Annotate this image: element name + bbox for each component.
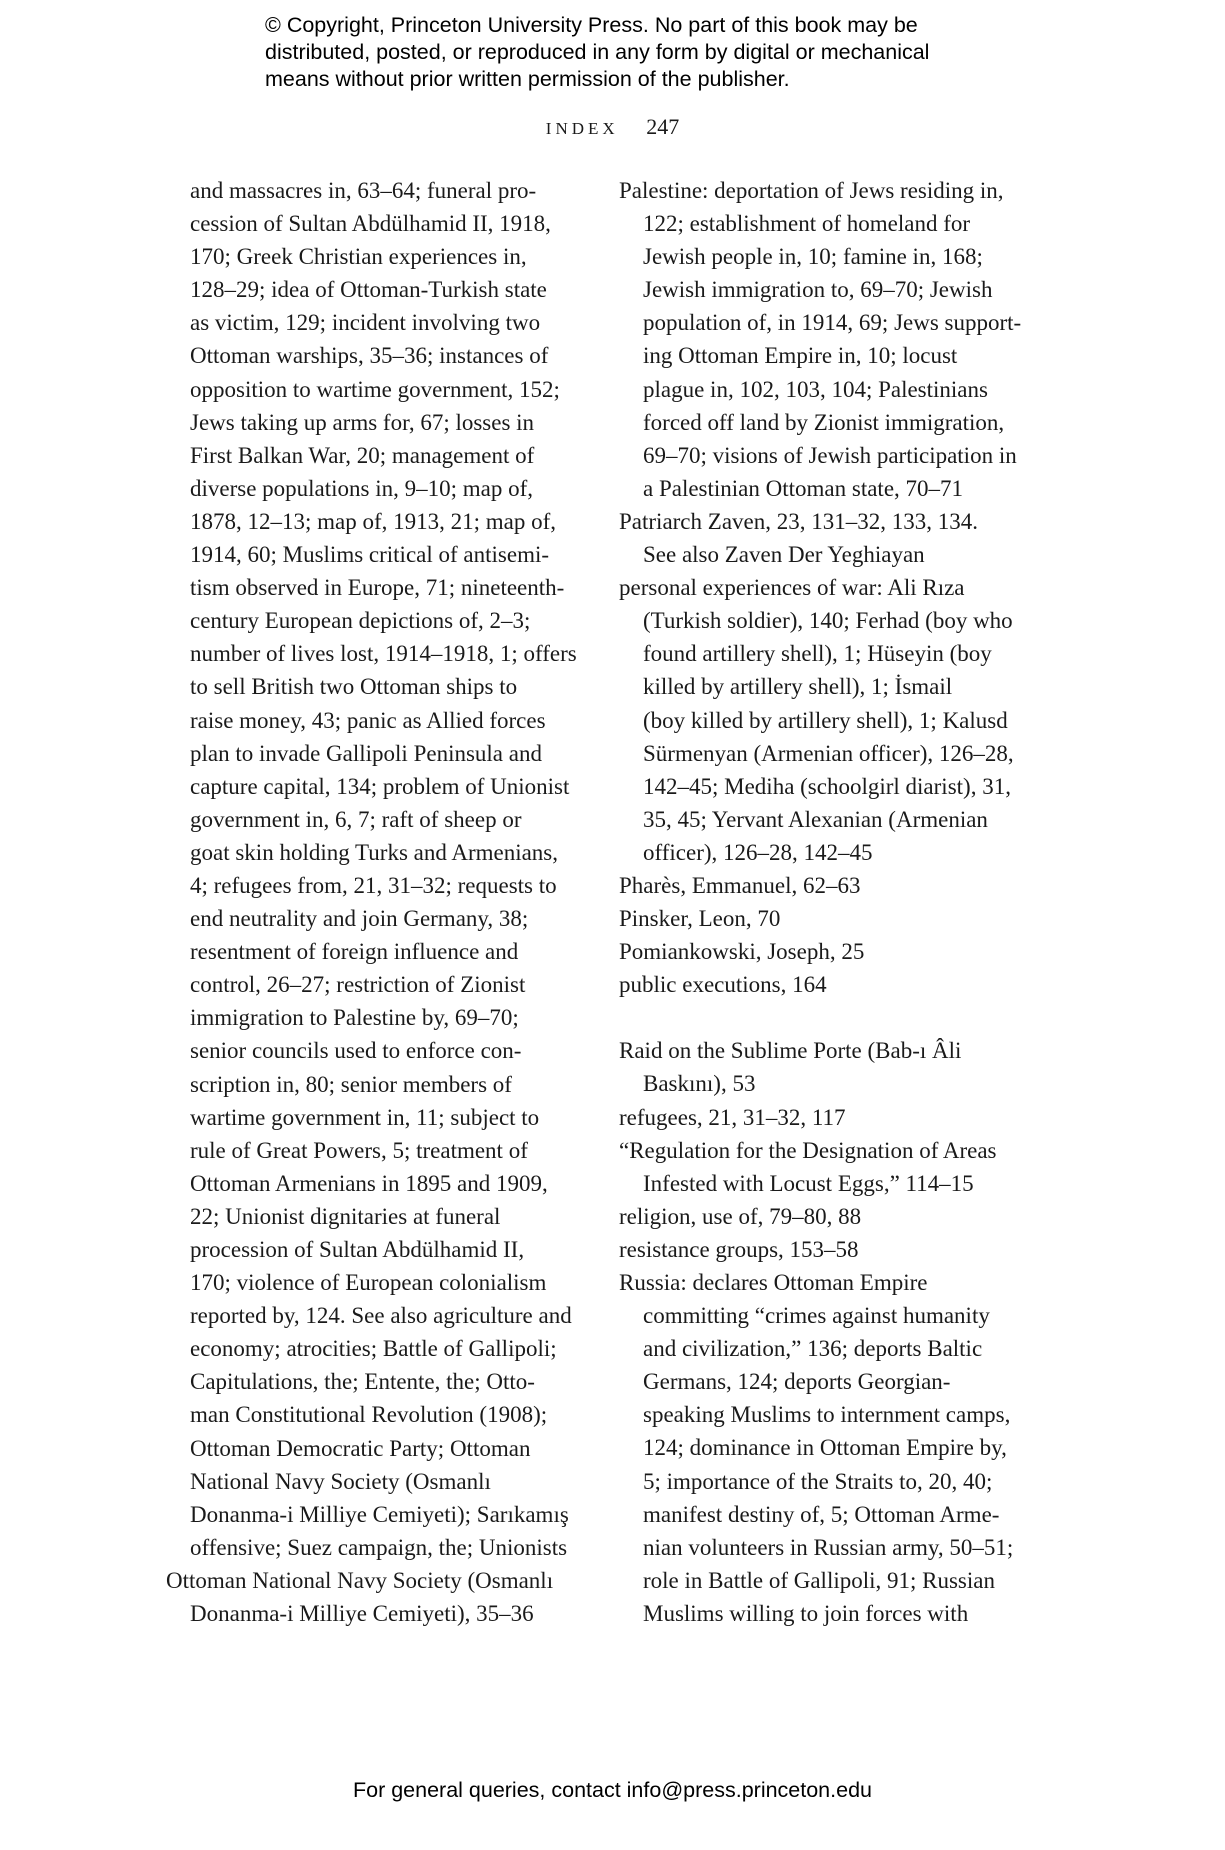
index-entry-continuation: Donanma-i Milliye Cemiyeti), 35–36 bbox=[190, 1601, 534, 1627]
copyright-line: means without prior written permission of the publisher. bbox=[265, 67, 790, 91]
index-entry-continuation: 128–29; idea of Ottoman-Turkish state bbox=[190, 277, 547, 303]
index-entry-continuation: control, 26–27; restriction of Zionist bbox=[190, 972, 526, 998]
index-entry-continuation: 170; Greek Christian experiences in, bbox=[190, 244, 527, 270]
index-entry-continuation: as victim, 129; incident involving two bbox=[190, 310, 541, 336]
index-entry-continuation: plague in, 102, 103, 104; Palestinians bbox=[643, 376, 988, 402]
index-entry-continuation: population of, in 1914, 69; Jews support- bbox=[643, 310, 1022, 336]
index-entry-continuation: senior councils used to enforce con- bbox=[190, 1038, 522, 1064]
index-entry-continuation: capture capital, 134; problem of Unionist bbox=[190, 773, 570, 799]
index-entry: resistance groups, 153–58 bbox=[619, 1236, 859, 1262]
index-entry-continuation: and civilization,” 136; deports Baltic bbox=[643, 1336, 983, 1362]
index-entry-continuation: 4; refugees from, 21, 31–32; requests to bbox=[190, 872, 557, 898]
index-entry-continuation: (boy killed by artillery shell), 1; Kalusd bbox=[643, 707, 1008, 733]
index-entry-continuation: immigration to Palestine by, 69–70; bbox=[190, 1005, 519, 1031]
index-entry-continuation: found artillery shell), 1; Hüseyin (boy bbox=[643, 641, 992, 667]
footer-contact: For general queries, contact info@press.princeton.edu bbox=[352, 1778, 872, 1802]
index-entry-continuation: 170; violence of European colonialism bbox=[190, 1270, 547, 1296]
index-entry: refugees, 21, 31–32, 117 bbox=[619, 1104, 846, 1130]
index-entry-continuation: century European depictions of, 2–3; bbox=[190, 608, 531, 634]
index-entry-continuation: to sell British two Ottoman ships to bbox=[190, 674, 518, 700]
index-entry-continuation: See also Zaven Der Yeghiayan bbox=[643, 542, 925, 568]
index-entry-continuation: 5; importance of the Straits to, 20, 40; bbox=[643, 1468, 993, 1494]
index-entry: Ottoman National Navy Society (Osmanlı bbox=[166, 1567, 554, 1593]
index-entry: Russia: declares Ottoman Empire bbox=[619, 1270, 928, 1295]
index-entry-continuation: Ottoman warships, 35–36; instances of bbox=[190, 343, 549, 369]
index-entry: Pharès, Emmanuel, 62–63 bbox=[619, 872, 861, 898]
index-entry-continuation: reported by, 124. See also agriculture and bbox=[190, 1303, 572, 1329]
index-entry-continuation: Muslims willing to join forces with bbox=[643, 1600, 969, 1626]
index-entry-continuation: speaking Muslims to internment camps, bbox=[643, 1402, 1011, 1428]
index-entry-continuation: nian volunteers in Russian army, 50–51; bbox=[643, 1534, 1014, 1560]
copyright-line: © Copyright, Princeton University Press. No part of this book may be bbox=[265, 13, 918, 37]
index-entry-continuation: Donanma-i Milliye Cemiyeti); Sarıkamış bbox=[190, 1501, 569, 1527]
index-entry-continuation: end neutrality and join Germany, 38; bbox=[190, 906, 529, 932]
index-column-left bbox=[166, 174, 586, 1630]
index-entry-continuation: cession of Sultan Abdülhamid II, 1918, bbox=[190, 211, 551, 237]
index-entry-continuation: tism observed in Europe, 71; nineteenth- bbox=[190, 575, 565, 601]
index-entry-continuation: procession of Sultan Abdülhamid II, bbox=[190, 1237, 525, 1262]
index-entry-continuation: committing “crimes against humanity bbox=[643, 1303, 990, 1329]
index-entry-continuation: Jewish immigration to, 69–70; Jewish bbox=[643, 277, 993, 303]
index-entry-continuation: Sürmenyan (Armenian officer), 126–28, bbox=[643, 740, 1014, 766]
index-entry-continuation: diverse populations in, 9–10; map of, bbox=[190, 475, 534, 501]
index-entry-continuation: goat skin holding Turks and Armenians, bbox=[190, 839, 559, 865]
index-entry-continuation: 142–45; Mediha (schoolgirl diarist), 31, bbox=[643, 773, 1011, 799]
index-entry-continuation: First Balkan War, 20; management of bbox=[190, 442, 535, 468]
index-entry: Pomiankowski, Joseph, 25 bbox=[619, 939, 865, 965]
section-label: INDEX bbox=[545, 119, 619, 138]
index-entry-continuation: resentment of foreign influence and bbox=[190, 939, 519, 965]
index-entry-continuation: scription in, 80; senior members of bbox=[190, 1071, 512, 1097]
index-entry-continuation: role in Battle of Gallipoli, 91; Russian bbox=[643, 1567, 995, 1593]
index-entry-continuation: rule of Great Powers, 5; treatment of bbox=[190, 1137, 528, 1163]
index-entry-continuation: Ottoman Armenians in 1895 and 1909, bbox=[190, 1170, 548, 1196]
index-entry-continuation: manifest destiny of, 5; Ottoman Arme- bbox=[643, 1501, 1000, 1527]
index-entry: Raid on the Sublime Porte (Bab-ı Âli bbox=[619, 1038, 962, 1064]
index-entry-continuation: government in, 6, 7; raft of sheep or bbox=[190, 806, 522, 832]
index-entry-continuation: Jewish people in, 10; famine in, 168; bbox=[643, 244, 983, 270]
index-entry: public executions, 164 bbox=[619, 972, 827, 998]
index-entry-continuation: raise money, 43; panic as Allied forces bbox=[190, 707, 546, 733]
index-entry-continuation: offensive; Suez campaign, the; Unionists bbox=[190, 1534, 568, 1560]
copyright-line: distributed, posted, or reproduced in any form by digital or mechanical bbox=[265, 40, 930, 64]
index-entry-continuation: killed by artillery shell), 1; İsmail bbox=[643, 674, 953, 700]
running-head bbox=[0, 112, 1225, 144]
index-entry-continuation: wartime government in, 11; subject to bbox=[190, 1104, 540, 1130]
index-entry-continuation: 124; dominance in Ottoman Empire by, bbox=[643, 1435, 1007, 1461]
index-entry: Pinsker, Leon, 70 bbox=[619, 906, 781, 932]
index-entry-continuation: National Navy Society (Osmanlı bbox=[190, 1468, 491, 1494]
index-entry-continuation: 69–70; visions of Jewish participation in bbox=[643, 442, 1017, 468]
letter-gap bbox=[619, 1001, 1049, 1034]
index-entry-continuation: a Palestinian Ottoman state, 70–71 bbox=[643, 475, 964, 501]
index-entry-continuation: and massacres in, 63–64; funeral pro- bbox=[190, 178, 537, 203]
index-entry-continuation: 35, 45; Yervant Alexanian (Armenian bbox=[643, 806, 988, 832]
index-entry-continuation: Baskını), 53 bbox=[643, 1071, 756, 1097]
index-entry-continuation: 22; Unionist dignitaries at funeral bbox=[190, 1203, 501, 1229]
index-entry-continuation: Infested with Locust Eggs,” 114–15 bbox=[643, 1170, 974, 1196]
index-entry-continuation: opposition to wartime government, 152; bbox=[190, 376, 560, 402]
index-entry: Palestine: deportation of Jews residing in, bbox=[619, 178, 1004, 203]
copyright-notice bbox=[265, 12, 1025, 93]
index-entry-continuation: Germans, 124; deports Georgian- bbox=[643, 1369, 951, 1395]
index-entry: religion, use of, 79–80, 88 bbox=[619, 1203, 862, 1229]
index-entry-continuation: economy; atrocities; Battle of Gallipoli; bbox=[190, 1336, 557, 1362]
index-entry-continuation: Capitulations, the; Entente, the; Otto- bbox=[190, 1369, 535, 1395]
index-entry-continuation: ing Ottoman Empire in, 10; locust bbox=[643, 343, 958, 369]
index-entry-continuation: 1878, 12–13; map of, 1913, 21; map of, bbox=[190, 508, 557, 534]
index-entry-continuation: officer), 126–28, 142–45 bbox=[643, 839, 873, 865]
page-number: 247 bbox=[646, 114, 680, 139]
index-entry-continuation: man Constitutional Revolution (1908); bbox=[190, 1402, 548, 1428]
index-entry-continuation: forced off land by Zionist immigration, bbox=[643, 409, 1005, 435]
index-entry: Patriarch Zaven, 23, 131–32, 133, 134. bbox=[619, 508, 978, 534]
index-entry-continuation: Jews taking up arms for, 67; losses in bbox=[190, 409, 535, 435]
index-entry: personal experiences of war: Ali Rıza bbox=[619, 575, 965, 601]
index-entry-continuation: 1914, 60; Muslims critical of antisemi- bbox=[190, 542, 550, 568]
index-entry-continuation: (Turkish soldier), 140; Ferhad (boy who bbox=[643, 608, 1013, 634]
index-column-right bbox=[619, 174, 1049, 1630]
index-entry-continuation: number of lives lost, 1914–1918, 1; offers bbox=[190, 641, 577, 667]
index-entry-continuation: plan to invade Gallipoli Peninsula and bbox=[190, 740, 542, 766]
index-entry: “Regulation for the Designation of Areas bbox=[619, 1137, 997, 1163]
index-entry-continuation: 122; establishment of homeland for bbox=[643, 211, 971, 237]
index-entry-continuation: Ottoman Democratic Party; Ottoman bbox=[190, 1435, 531, 1461]
